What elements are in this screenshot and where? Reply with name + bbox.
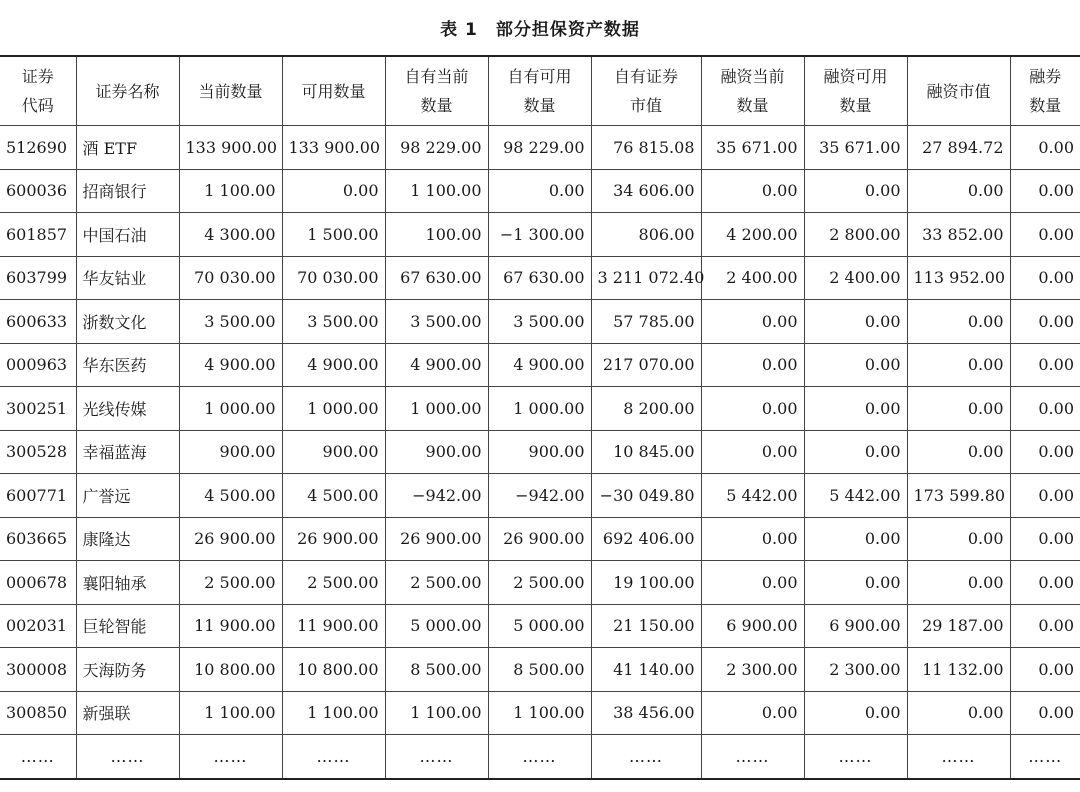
cell-financing-available-quantity: 0.00 [804,300,907,344]
column-header-security-name [76,56,179,126]
column-header-current-quantity [179,56,282,126]
cell-security-name: 华友钴业 [76,256,179,300]
cell-security-code: 000678 [0,561,76,605]
cell-available-quantity: 1 000.00 [282,387,385,431]
table-row [0,430,1080,474]
cell-current-quantity: 26 900.00 [179,517,282,561]
table-row [0,213,1080,257]
cell-own-current-quantity: 26 900.00 [385,517,488,561]
cell-security-code: 002031 [0,604,76,648]
column-header-line: 证券 [21,67,54,86]
cell-own-market-value: 692 406.00 [591,517,701,561]
table-row [0,474,1080,518]
cell-current-quantity: 900.00 [179,430,282,474]
column-header-line: 数量 [736,96,769,115]
cell-financing-current-quantity: 2 400.00 [701,256,804,300]
cell-available-quantity: 26 900.00 [282,517,385,561]
cell-own-current-quantity: 100.00 [385,213,488,257]
cell-own-available-quantity: 8 500.00 [488,648,591,692]
cell-security-code: …… [0,735,76,779]
column-header-line: 自有当前 [404,67,469,86]
cell-available-quantity: 11 900.00 [282,604,385,648]
cell-available-quantity: 1 500.00 [282,213,385,257]
cell-securities-lending-quantity: 0.00 [1010,387,1080,431]
table-caption [0,14,1080,46]
cell-current-quantity: 11 900.00 [179,604,282,648]
column-header-financing-current-quantity [701,56,804,126]
cell-financing-market-value: 33 852.00 [907,213,1010,257]
cell-security-name: 中国石油 [76,213,179,257]
cell-financing-current-quantity: 4 200.00 [701,213,804,257]
table-row [0,604,1080,648]
cell-financing-available-quantity: …… [804,735,907,779]
cell-current-quantity: 2 500.00 [179,561,282,605]
table-row [0,735,1080,779]
table-row [0,169,1080,213]
cell-security-name: 华东医药 [76,343,179,387]
cell-financing-current-quantity: 0.00 [701,169,804,213]
cell-securities-lending-quantity: 0.00 [1010,256,1080,300]
cell-securities-lending-quantity: 0.00 [1010,213,1080,257]
cell-own-market-value: 8 200.00 [591,387,701,431]
cell-financing-market-value: 0.00 [907,300,1010,344]
column-header-line: 当前数量 [198,81,263,101]
cell-security-code: 000963 [0,343,76,387]
cell-financing-available-quantity: 0.00 [804,387,907,431]
cell-securities-lending-quantity: …… [1010,735,1080,779]
cell-security-name: 酒 ETF [76,126,179,170]
cell-financing-current-quantity: 0.00 [701,517,804,561]
cell-own-market-value: 21 150.00 [591,604,701,648]
table-header-row [0,56,1080,126]
cell-own-current-quantity: 1 100.00 [385,169,488,213]
cell-financing-market-value: …… [907,735,1010,779]
cell-financing-market-value: 113 952.00 [907,256,1010,300]
cell-own-available-quantity: 2 500.00 [488,561,591,605]
column-header-security-code [0,56,76,126]
cell-own-available-quantity: 0.00 [488,169,591,213]
cell-financing-current-quantity: 2 300.00 [701,648,804,692]
cell-financing-current-quantity: 0.00 [701,691,804,735]
cell-current-quantity: 3 500.00 [179,300,282,344]
cell-own-market-value: 38 456.00 [591,691,701,735]
cell-own-available-quantity: −1 300.00 [488,213,591,257]
table-row [0,126,1080,170]
table-row [0,517,1080,561]
cell-available-quantity: 3 500.00 [282,300,385,344]
cell-security-name: 襄阳轴承 [76,561,179,605]
cell-financing-current-quantity: 0.00 [701,343,804,387]
cell-security-code: 600036 [0,169,76,213]
cell-securities-lending-quantity: 0.00 [1010,691,1080,735]
cell-own-market-value: 34 606.00 [591,169,701,213]
table-row [0,256,1080,300]
cell-available-quantity: 10 800.00 [282,648,385,692]
column-header-securities-lending-quantity [1010,56,1080,126]
cell-financing-market-value: 0.00 [907,691,1010,735]
column-header-line: 证券名称 [95,81,160,101]
cell-financing-current-quantity: 0.00 [701,300,804,344]
column-header-financing-market-value [907,56,1010,126]
cell-own-available-quantity: 98 229.00 [488,126,591,170]
table-body [0,126,1080,779]
cell-financing-market-value: 0.00 [907,517,1010,561]
cell-security-code: 512690 [0,126,76,170]
cell-current-quantity: 70 030.00 [179,256,282,300]
cell-financing-current-quantity: 6 900.00 [701,604,804,648]
cell-available-quantity: 900.00 [282,430,385,474]
cell-financing-market-value: 29 187.00 [907,604,1010,648]
column-header-line: 融资可用 [823,67,888,86]
table-title: 部分担保资产数据 [495,20,640,40]
cell-own-market-value: 3 211 072.40 [591,256,701,300]
cell-current-quantity: …… [179,735,282,779]
cell-own-market-value: 19 100.00 [591,561,701,605]
table-row [0,300,1080,344]
cell-financing-market-value: 173 599.80 [907,474,1010,518]
cell-own-current-quantity: 4 900.00 [385,343,488,387]
cell-financing-market-value: 27 894.72 [907,126,1010,170]
cell-own-available-quantity: 4 900.00 [488,343,591,387]
cell-financing-market-value: 0.00 [907,387,1010,431]
cell-security-name: 招商银行 [76,169,179,213]
cell-current-quantity: 10 800.00 [179,648,282,692]
cell-current-quantity: 4 300.00 [179,213,282,257]
cell-securities-lending-quantity: 0.00 [1010,300,1080,344]
cell-financing-market-value: 0.00 [907,430,1010,474]
cell-security-name: 光线传媒 [76,387,179,431]
cell-own-current-quantity: 2 500.00 [385,561,488,605]
cell-securities-lending-quantity: 0.00 [1010,517,1080,561]
cell-financing-available-quantity: 0.00 [804,691,907,735]
cell-financing-market-value: 0.00 [907,169,1010,213]
cell-own-current-quantity: 8 500.00 [385,648,488,692]
cell-financing-current-quantity: 5 442.00 [701,474,804,518]
cell-own-current-quantity: …… [385,735,488,779]
cell-own-available-quantity: 1 100.00 [488,691,591,735]
cell-own-current-quantity: 900.00 [385,430,488,474]
column-header-line: 自有可用 [507,67,572,86]
column-header-financing-available-quantity [804,56,907,126]
table-row [0,343,1080,387]
cell-available-quantity: 0.00 [282,169,385,213]
cell-own-available-quantity: …… [488,735,591,779]
cell-securities-lending-quantity: 0.00 [1010,343,1080,387]
column-header-line: 数量 [839,96,872,115]
cell-financing-available-quantity: 2 400.00 [804,256,907,300]
cell-own-available-quantity: 26 900.00 [488,517,591,561]
cell-security-name: 天海防务 [76,648,179,692]
cell-own-market-value: 806.00 [591,213,701,257]
cell-available-quantity: 2 500.00 [282,561,385,605]
cell-financing-current-quantity: …… [701,735,804,779]
cell-own-current-quantity: 98 229.00 [385,126,488,170]
column-header-own-market-value [591,56,701,126]
cell-security-code: 300251 [0,387,76,431]
cell-own-market-value: 76 815.08 [591,126,701,170]
cell-securities-lending-quantity: 0.00 [1010,430,1080,474]
column-header-line: 融资市值 [926,81,991,101]
column-header-line: 数量 [420,96,453,115]
cell-current-quantity: 1 000.00 [179,387,282,431]
column-header-line: 自有证券 [613,67,678,86]
cell-financing-available-quantity: 0.00 [804,430,907,474]
cell-securities-lending-quantity: 0.00 [1010,474,1080,518]
cell-own-available-quantity: 1 000.00 [488,387,591,431]
cell-financing-market-value: 11 132.00 [907,648,1010,692]
cell-financing-available-quantity: 2 300.00 [804,648,907,692]
cell-securities-lending-quantity: 0.00 [1010,169,1080,213]
cell-available-quantity: 1 100.00 [282,691,385,735]
cell-security-code: 600633 [0,300,76,344]
cell-own-market-value: …… [591,735,701,779]
cell-financing-available-quantity: 0.00 [804,561,907,605]
cell-securities-lending-quantity: 0.00 [1010,561,1080,605]
column-header-line: 数量 [1029,96,1062,115]
cell-security-code: 600771 [0,474,76,518]
cell-financing-market-value: 0.00 [907,561,1010,605]
cell-available-quantity: 70 030.00 [282,256,385,300]
column-header-own-current-quantity [385,56,488,126]
cell-current-quantity: 1 100.00 [179,169,282,213]
cell-own-available-quantity: 3 500.00 [488,300,591,344]
cell-own-available-quantity: 900.00 [488,430,591,474]
cell-securities-lending-quantity: 0.00 [1010,126,1080,170]
cell-security-code: 603665 [0,517,76,561]
cell-current-quantity: 4 900.00 [179,343,282,387]
table-row [0,387,1080,431]
column-header-line: 市值 [629,96,662,115]
cell-security-code: 300008 [0,648,76,692]
cell-own-current-quantity: 3 500.00 [385,300,488,344]
table-row [0,561,1080,605]
cell-own-market-value: 57 785.00 [591,300,701,344]
cell-financing-available-quantity: 35 671.00 [804,126,907,170]
cell-security-name: 浙数文化 [76,300,179,344]
cell-security-code: 300528 [0,430,76,474]
table-row [0,691,1080,735]
cell-own-current-quantity: 67 630.00 [385,256,488,300]
cell-own-current-quantity: 1 100.00 [385,691,488,735]
cell-financing-available-quantity: 2 800.00 [804,213,907,257]
cell-security-name: …… [76,735,179,779]
cell-own-market-value: 41 140.00 [591,648,701,692]
column-header-line: 融资当前 [720,67,785,86]
cell-financing-available-quantity: 0.00 [804,343,907,387]
column-header-line: 数量 [523,96,556,115]
cell-own-available-quantity: 5 000.00 [488,604,591,648]
table-row [0,648,1080,692]
cell-own-market-value: −30 049.80 [591,474,701,518]
column-header-line: 代码 [21,96,54,115]
cell-financing-current-quantity: 0.00 [701,387,804,431]
cell-financing-available-quantity: 0.00 [804,517,907,561]
cell-current-quantity: 133 900.00 [179,126,282,170]
cell-security-name: 广誉远 [76,474,179,518]
cell-security-code: 601857 [0,213,76,257]
cell-securities-lending-quantity: 0.00 [1010,648,1080,692]
cell-security-code: 300850 [0,691,76,735]
collateral-assets-table [0,55,1080,780]
column-header-own-available-quantity [488,56,591,126]
cell-security-name: 幸福蓝海 [76,430,179,474]
cell-security-name: 巨轮智能 [76,604,179,648]
cell-own-current-quantity: 1 000.00 [385,387,488,431]
cell-current-quantity: 1 100.00 [179,691,282,735]
cell-security-code: 603799 [0,256,76,300]
cell-available-quantity: …… [282,735,385,779]
table-number: 表 1 [440,20,478,40]
cell-financing-current-quantity: 0.00 [701,430,804,474]
cell-own-current-quantity: −942.00 [385,474,488,518]
cell-available-quantity: 133 900.00 [282,126,385,170]
cell-financing-current-quantity: 0.00 [701,561,804,605]
cell-own-available-quantity: 67 630.00 [488,256,591,300]
cell-current-quantity: 4 500.00 [179,474,282,518]
cell-securities-lending-quantity: 0.00 [1010,604,1080,648]
column-header-line: 融券 [1029,67,1062,86]
cell-own-available-quantity: −942.00 [488,474,591,518]
cell-financing-available-quantity: 5 442.00 [804,474,907,518]
cell-available-quantity: 4 500.00 [282,474,385,518]
column-header-line: 可用数量 [301,81,366,101]
cell-own-current-quantity: 5 000.00 [385,604,488,648]
cell-financing-current-quantity: 35 671.00 [701,126,804,170]
cell-financing-available-quantity: 6 900.00 [804,604,907,648]
cell-security-name: 新强联 [76,691,179,735]
cell-financing-market-value: 0.00 [907,343,1010,387]
cell-available-quantity: 4 900.00 [282,343,385,387]
column-header-available-quantity [282,56,385,126]
cell-own-market-value: 217 070.00 [591,343,701,387]
cell-financing-available-quantity: 0.00 [804,169,907,213]
cell-own-market-value: 10 845.00 [591,430,701,474]
cell-security-name: 康隆达 [76,517,179,561]
